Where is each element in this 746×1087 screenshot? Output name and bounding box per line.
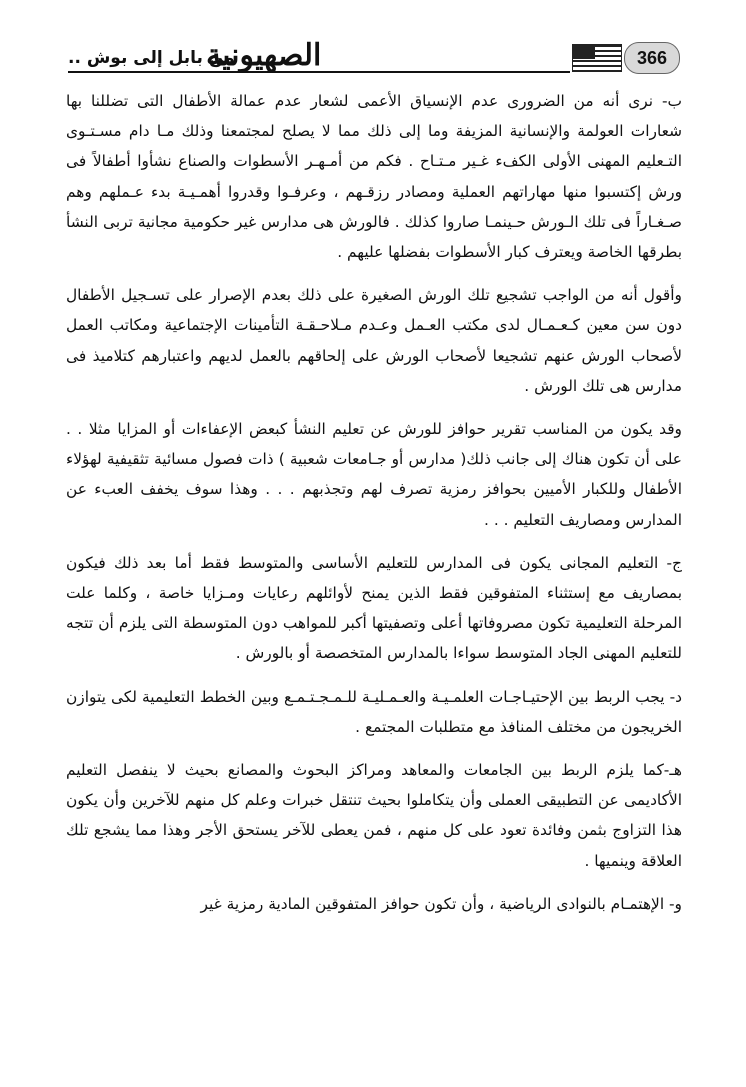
page-header — [68, 40, 680, 82]
header-subtitle: من بابل إلى بوش .. — [68, 48, 235, 68]
paragraph-h: هـ-كما يلزم الربط بين الجامعات والمعاهد ومراكز البحوث والمصانع بحيث لا ينفصل التعليم الأكاديمى عن التطبيقى العملى وأن يتكاملوا بحيث تنتقل خبرات وعلم كل منهم للآخرين وأن يكون هذا التزاوج بثمن وفائدة تعود على كل منهم ، فمن يعطى للآخر يستحق الأجر وهذا مما يشجع تلك العلاقة وينميها . — [66, 761, 682, 870]
paragraph-w: و- الإهتمـام بالنوادى الرياضية ، وأن تكون حوافز المتفوقين المادية رمزية غير — [200, 894, 682, 913]
paragraph-2: وأقول أنه من الواجب تشجيع تلك الورش الصغيرة على ذلك بعدم الإصرار على تسـجيل الأطفال دون سن معين كـعـمـال لدى مكتب العـمل وعـدم مـلاحـقـة التأمينات الإجتماعية ومكاتب العمل لأصحاب الورش عنهم تشجيعا لأصحاب الورش على إلحاقهم بالعمل لديهم واعتبارهم كتلاميذ فى مدارس هى تلك الورش . — [66, 286, 682, 395]
paragraph-j: ج- التعليم المجانى يكون فى المدارس للتعليم الأساسى والمتوسط فقط أما بعد ذلك فيكون بمصاريف مع إستثناء المتفوقين فقط الذين يمنح لأوائلهم رعايات ومـزايا خاصة ، وكلما علت المرحلة التعليمية تكون مصروفاتها أعلى وتصفيتها أكبر للمواهب دون المتوسطة التى يلزم أن تتجه للتعليم المهنى الجاد المتوسط سواءا بالمدارس المتخصصة أو بالورش . — [66, 553, 682, 663]
paragraph-d: د- يجب الربط بين الإحتيـاجـات العلمـيـة والعـمـليـة للـمـجـتـمـع وبين الخطط التعليمية لكى يتوازن الخريجون من مختلف المنافذ مع متطلبات المجتمع . — [66, 687, 682, 736]
paragraph-3: وقد يكون من المناسب تقرير حوافز للورش عن تعليم النشأ كبعض الإعفاءات أو المزايا مثلا . . على أن تكون هناك إلى جانب ذلك( مدارس أو جـامعات شعبية ) ذات فصول مسائية تثقيفية لهؤلاء الأطفال وللكبار الأميين بحوافز رمزية تصرف لهم وتجذبهم . . . وهذا سوف يخفف العبء عن المدارس ومصاريف التعليم . . . — [66, 420, 682, 529]
page-number: 366 — [624, 42, 680, 74]
flag-icon — [572, 44, 622, 72]
page-body — [66, 86, 682, 932]
header-title: الصهيونية — [206, 38, 322, 73]
paragraph-b: ب- نرى أنه من الضرورى عدم الإنسياق الأعمى لشعار عدم عمالة الأطفال التى تضللنا بها شعارات العولمة والإنسانية المزيفة وما إلى ذلك مما لا يصلح لمجتمعنا وذلك مـا دام مسـتـوى التـعليم المهنى الأولى الكفء غـير مـتـاح . فكم من أمـهـر الأسطوات والصناع نشأوا أطفالاً فى ورش إكتسبوا منها مهاراتهم العملية ومصادر رزقـهم ، وعرفـوا وقدروا أهمـيـة بدء عـملهم وهم صـغـاراً فى تلك الـورش حـينمـا صاروا كذلك . فالورش هى مدارس غير حكومية مجانية تربى النشأ بطرقها الخاصة ويعترف كبار الأسطوات بفضلها عليهم . — [66, 92, 682, 262]
